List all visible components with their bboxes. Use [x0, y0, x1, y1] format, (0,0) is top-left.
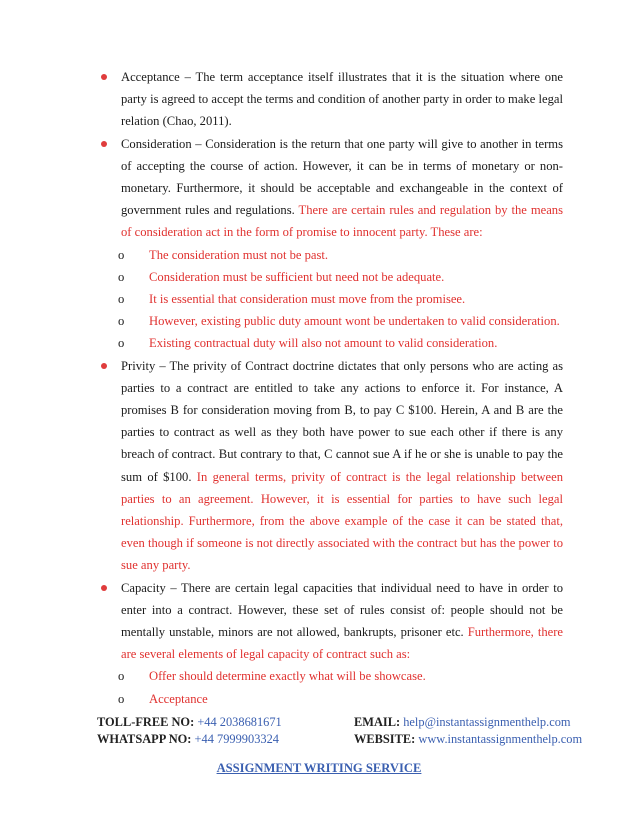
email-link[interactable]: help@instantassignmenthelp.com: [403, 715, 571, 729]
tollfree-number[interactable]: +44 2038681671: [197, 715, 282, 729]
footer-row-1: [97, 714, 571, 731]
sub-item-text: Acceptance: [149, 691, 208, 706]
sub-item: [97, 665, 563, 687]
sub-bullet-icon: o: [118, 247, 125, 262]
bullet-icon: [101, 363, 107, 369]
sub-item: [97, 244, 563, 266]
bullet-icon: [101, 585, 107, 591]
service-link[interactable]: ASSIGNMENT WRITING SERVICE: [216, 761, 422, 775]
bullet-capacity: [97, 577, 563, 666]
bullet-acceptance: [97, 66, 563, 133]
sub-item: [97, 266, 563, 288]
bullet-highlight-text: In general terms, privity of contract is the legal relationship between parties to an agreement. However, it is essential for parties to have such legal relationship. Furthermore, from the above example of the case it can be stated that, even though if someone is not directly associated with the contract but has the power to sue any party.: [121, 469, 563, 573]
whatsapp-number[interactable]: +44 7999903324: [194, 732, 279, 746]
sub-bullet-icon: o: [118, 314, 125, 329]
sub-item-text: It is essential that consideration must move from the promisee.: [149, 292, 466, 307]
whatsapp-label: WHATSAPP NO:: [97, 732, 192, 746]
sub-item-text: However, existing public duty amount wont be undertaken to valid consideration.: [149, 314, 560, 329]
sub-item: [97, 332, 563, 354]
email-label: EMAIL:: [354, 715, 401, 729]
tollfree-label: TOLL-FREE NO:: [97, 715, 195, 729]
sub-item-text: The consideration must not be past.: [149, 247, 329, 262]
sub-bullet-icon: o: [118, 336, 125, 351]
sub-item: [97, 310, 563, 332]
bullet-icon: [101, 141, 107, 147]
sub-item-text: Existing contractual duty will also not amount to valid consideration.: [149, 336, 498, 351]
bullet-text: Capacity – There are certain legal capacities that individual need to have in order to enter into a contract. However, these set of rules consist of: people should not be mentally unstable, minors are not allowed, bankrupts, prisoner etc.: [121, 580, 563, 640]
bullet-text: Consideration – Consideration is the return that one party will give to another in terms of accepting the course of action. However, it can be in terms of monetary or non-monetary. Furthermore, it should be acceptable and exchangeable in the context of government rules and regulations.: [121, 136, 563, 218]
sub-item: [97, 688, 563, 710]
body-content: [97, 66, 563, 710]
bullet-icon: [101, 74, 107, 80]
bullet-text: Privity – The privity of Contract doctrine dictates that only persons who are acting as parties to a contract are entitled to take any actions to enforce it. For instance, A promises B for consideration moving from B, to pay C $100. Herein, A and B are the parties to contract as well as they both have power to sue each other if there is any breach of contract. But contrary to that, C cannot sue A if he or she is unable to pay the sum of $100.: [121, 358, 563, 484]
bullet-consideration: [97, 133, 563, 244]
sub-bullet-icon: o: [118, 269, 125, 284]
footer-row-2: [97, 731, 583, 748]
footer-contact: [97, 714, 583, 748]
website-label: WEBSITE:: [354, 732, 416, 746]
sub-bullet-icon: o: [118, 691, 125, 706]
sub-bullet-icon: o: [118, 669, 125, 684]
website-link[interactable]: www.instantassignmenthelp.com: [418, 732, 583, 746]
sub-bullet-icon: o: [118, 292, 125, 307]
sub-item-text: Consideration must be sufficient but need not be adequate.: [149, 269, 445, 284]
bullet-privity: [97, 355, 563, 577]
bullet-highlight-text: There are certain rules and regulation by the means of consideration act in the form of promise to innocent party. These are:: [121, 203, 563, 240]
sub-item-text: Offer should determine exactly what will be showcase.: [149, 669, 426, 684]
sub-item: [97, 288, 563, 310]
bullet-text: Acceptance – The term acceptance itself illustrates that it is the situation where one party is agreed to accept the terms and condition of another party in order to make legal relation (Chao, 2011).: [121, 70, 563, 129]
bullet-highlight-text: Furthermore, there are several elements of legal capacity of contract such as:: [121, 625, 563, 662]
